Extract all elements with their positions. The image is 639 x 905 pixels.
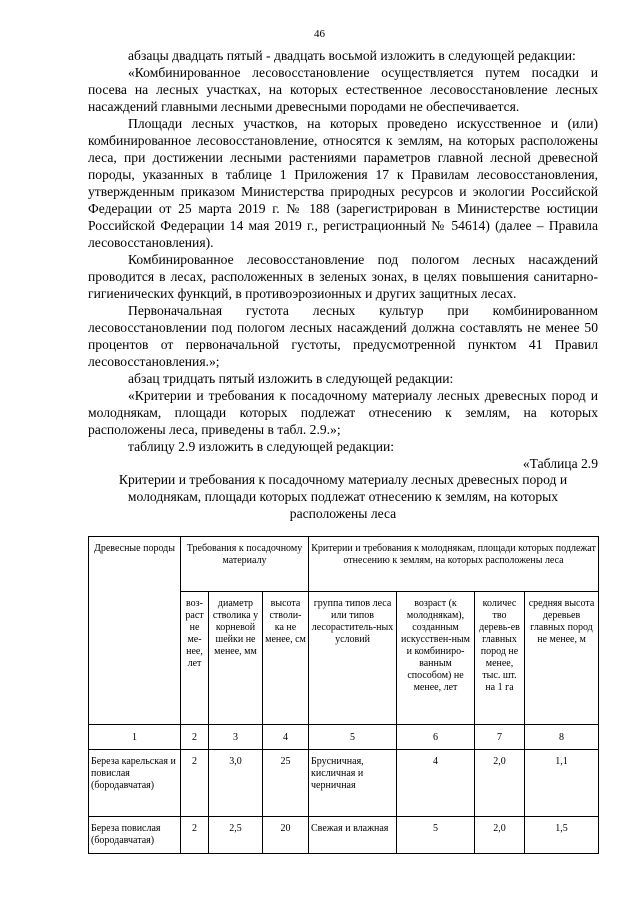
cell-young-age: 4 [397,750,475,817]
column-number-row [89,725,599,750]
paragraph: таблицу 2.9 изложить в следующей редакции: [128,439,395,454]
subheader-young-age: возраст (к молоднякам), созданным искусствен-ным и комбиниро-ванным способом) не менее, лет [397,592,475,725]
cell-young-age: 5 [397,817,475,854]
table-title: Критерии и требования к посадочному материалу лесных древесных пород и молоднякам, площади которых подлежат отнесению к землям, на которых расположены леса [118,472,568,521]
cell-avg-height: 1,1 [525,750,599,817]
body-text [88,47,598,472]
paragraph: Площади лесных участков, на которых проведено искусственное и (или) комбинированное лесовосстановление, относятся к землям, на которых расположены леса, при достижении лесными растениями параметров главной лесной древесной породы, указанных в таблице 1 Приложения 17 к Правилам лесовосстановления, утвержденным приказом Министерства природных ресурсов и экологии Российской Федерации от 25 марта 2019 г. № 188 (зарегистрирован в Министерстве юстиции Российской Федерации 14 мая 2019 г., регистрационный № 54614) (далее – Правила лесовосстановления). [88,116,598,250]
paragraph: абзацы двадцать пятый - двадцать восьмой изложить в следующей редакции: [128,48,576,63]
subheader-height: высота стволи-ка не менее, см [263,592,309,725]
paragraph: абзац тридцать пятый изложить в следующей редакции: [128,371,454,386]
header-young-stands: Критерии и требования к молоднякам, площади которых подлежат отнесению к землям, на которых расположены леса [309,537,599,592]
subheader-age: воз-раст не ме-нее, лет [181,592,209,725]
paragraph: «Критерии и требования к посадочному материалу лесных древесных пород и молоднякам, площади которых подлежат отнесению к землям, на которых расположены леса, приведены в табл. 2.9.»; [88,388,598,437]
paragraph: «Комбинированное лесовосстановление осуществляется путем посадки и посева на лесных участках, на которых естественное лесовосстановление лесных насаждений главными лесными древесными породами не обеспечивается. [88,65,598,114]
table-row [89,817,599,854]
cell-height: 20 [263,817,309,854]
table-header-row [89,537,599,592]
column-number: 4 [263,725,309,750]
subheader-diameter: диаметр стволика у корневой шейки не менее, мм [209,592,263,725]
cell-age: 2 [181,817,209,854]
column-number: 1 [89,725,181,750]
header-planting-material: Требования к посадочному материалу [181,537,309,592]
cell-forest-type: Брусничная, кисличная и черничная [309,750,397,817]
subheader-avg-height: средняя высота деревьев главных пород не менее, м [525,592,599,725]
column-number: 7 [475,725,525,750]
page-number: 46 [314,28,325,40]
cell-avg-height: 1,5 [525,817,599,854]
cell-tree-count: 2,0 [475,817,525,854]
cell-age: 2 [181,750,209,817]
header-species: Древесные породы [89,537,181,725]
cell-forest-type: Свежая и влажная [309,817,397,854]
column-number: 6 [397,725,475,750]
column-number: 2 [181,725,209,750]
cell-diameter: 2,5 [209,817,263,854]
column-number: 5 [309,725,397,750]
criteria-table [88,536,599,854]
subheader-forest-type: группа типов леса или типов лесораститель-ных условий [309,592,397,725]
cell-diameter: 3,0 [209,750,263,817]
column-number: 8 [525,725,599,750]
cell-tree-count: 2,0 [475,750,525,817]
cell-species: Береза карельская и повислая (бородавчатая) [89,750,181,817]
table-row [89,750,599,817]
cell-species: Береза повислая (бородавчатая) [89,817,181,854]
subheader-tree-count: количес тво деревь-ев главных пород не менее, тыс. шт. на 1 га [475,592,525,725]
cell-height: 25 [263,750,309,817]
paragraph: Первоначальная густота лесных культур при комбинированном лесовосстановлении под пологом лесных насаждений должна составлять не менее 50 процентов от первоначальной густоты, предусмотренной пунктом 41 Правил лесовосстановления.»; [88,303,598,369]
paragraph: Комбинированное лесовосстановление под пологом лесных насаждений проводится в лесах, расположенных в зеленых зонах, в целях повышения санитарно-гигиенических функций, в противоэрозионных и других защитных лесах. [88,252,598,301]
column-number: 3 [209,725,263,750]
table-label: «Таблица 2.9 [522,456,598,471]
